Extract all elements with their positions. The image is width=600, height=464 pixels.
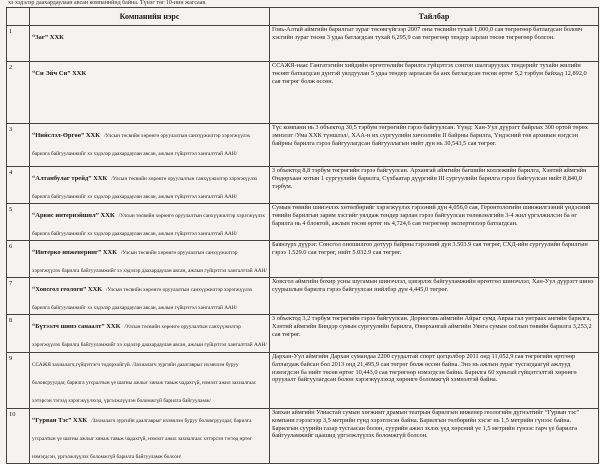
page-top-fragment: хэ хэдэлэр даахардаулаан авсан компанийнд байна. Түнэг төг 10-нин жагсаав.: [8, 0, 207, 6]
table-row: [7, 278, 599, 315]
row-number: 2: [7, 62, 30, 124]
description-cell: Ховсгол аймгийн бохир усны шугамын шинэчлэл, цэвэрлэх байгууламжийн өргөтгөл шинэчлэл, Хан-Уул дүүрэгт шинэ суурьшлын барилга гэрээ байгуулсан нийлбэр дүн 4,445,0 төгрөг.: [270, 278, 599, 315]
row-number: 9: [7, 353, 30, 409]
header-description: Тайлбар: [270, 8, 599, 26]
company-name: “Заг” ХХК: [32, 34, 64, 41]
company-cell: [30, 278, 270, 315]
table-row: [7, 62, 599, 124]
description-cell: Завхан аймгийн Улиастай сумын хөгжимт драмын театрын барилгын инженер геологийн дүгнэлтийг “Гурван тэс” компани гэрээгээр 3,5 метрийн гүнд хэрэглэсэн байна. Барилгын төлбөрийн хэсэг нь 1,5 метрийн гүнээс байна. Барилгын суурийн газар тусгаасан болон, суурийн ажил эхлэх үед хөрсний үе 1,5 метрийн гүнээс гарч үе барилга байгууламжийг цаашид үргэлжлүүлэх боломжгүй болсон.: [270, 409, 599, 464]
company-cell: [30, 241, 270, 278]
row-number: 1: [7, 26, 30, 62]
row-number: 7: [7, 278, 30, 315]
description-cell: 3 объектод 3,2 тэрбум төгрөгийн гэрээ байгуулсан. Дорноговь аймгийн Айраг сумд Авраа гал унтраах ангийн барилга, Хэнтий аймгийн Биндэр сумын сургуулийн барилга, Өвөрхангай аймгийн Уянга сумын соёлын төвийн барилга 3,253,2 сая төгрөг.: [270, 315, 599, 353]
company-cell: [30, 315, 270, 353]
description-cell: Говь-Алтай аймгийн барилгыг зураг төсөвгүйгээр 2007 оны төсвийн тухай 1,000,0 сая төгрөгөөр батлагдсан боловч хэсгийн зураг төсөв 3 удаа батлагдсан тухай 6,295,9 сая төгрөгөөр тендер зарлан төсөв төгрөгөөр болсон.: [270, 26, 599, 62]
header-company: Компанийн нэрс: [30, 8, 270, 26]
description-cell: ССАЖЯ-наас Гангатэгийн хийдийн өргөтгөлийн барилга гүйцэтгэх сонгон шалгаруулах тендерийг тухайн жилийн төсөвт батлагдсан дүнтэй уялдуулан 5 удаа тендер зарласан ба анх батлагдсан төсөв өртөг 5,2 тэрбум байхад 12,892,0 сая төгрөг болж өссөн.: [270, 62, 599, 124]
table-row: [7, 353, 599, 409]
row-number: 3: [7, 124, 30, 167]
table-row: [7, 409, 599, 464]
company-note: /Захиалагч зургийн даалгаврыг ихэвчлэн буруу боловсруулдаг, барилга угсралтын үе шатны ажлыг хянаж тавьж чадахгүй, нэмэлт ажил захиалгаас хэтэрсэн тэгээд өртөг нэмэгдсэн, үргэлжлүүлэх боломжгүй барилга байгууламж болсон/: [32, 418, 253, 460]
company-name: “Арвис интернэйшнл” ХХК: [32, 212, 115, 219]
description-cell: Дархан-Уул аймгийн Дархан сумандаа 2200 суудалтай спорт цогцолбор 2011 онд 11,052,9 сая төгрөгийн өртгөөр батлагдаж байсан бол 2013 онд 21,495,9 сая төгрөг болж өссөн байна. Энэ нь ажлын зураг тусгагдаагүй ажлууд нэмэгдсэн ба нийт төсөв өртөг 10,443,0 сая төгрөгөөр нэмэгдсэн байна. Барилга 60 хувьтай гүйцэтгэлтэй хөрөнгө оруулалт байгуулагдсан болон хэрэгжүүлэхэд хөрөнгө боломжгүй хэмнэлтэй байна.: [270, 353, 599, 409]
company-note: /Улсын төсвийн хөрөнгө оруулалтын санхүүжилтэр хэрэгжүүлэх барилга байгууламжийг хэ хэдэлэр даахардаулан авсан, ажлын гүйцэтгэл хангалттай ААН/: [32, 133, 251, 157]
company-note: /Улсын төсвийн хөрөнгө оруулалтын санхүүжилтэр хэрэгжүүлэх барилга байгууламжийг хэ хэдэлэр даахардаулан авсан, ажлын гүйцэтгэл хангалттай ААН/: [32, 213, 266, 237]
header-num: [7, 8, 30, 26]
company-name: “Интерко инженеринг” ХХК: [32, 249, 117, 256]
table-row: [7, 26, 599, 62]
row-number: 6: [7, 241, 30, 278]
table-row: [7, 204, 599, 241]
company-name: “Гурван Тэс” ХХК: [32, 417, 88, 424]
company-cell: [30, 124, 270, 167]
company-table: [6, 7, 599, 464]
row-number: 5: [7, 204, 30, 241]
company-cell: [30, 167, 270, 204]
description-cell: 3 объектод 8,8 тэрбум төгрөгийн гэрээ байгуулсан. Архангай аймгийн багшийн коллежийн барилга, Хэнтий аймгийн Өндөрхаан хотын 1 сургуулийн барилга, Сүхбаатар дүүргийн III сургуулийн барилга гэрээ байгуулсан нийт 8,840,0 тэрбум.: [270, 167, 599, 204]
company-cell: [30, 62, 270, 124]
row-number: 8: [7, 315, 30, 353]
row-number: 10: [7, 409, 30, 464]
company-name: “Ховсгол геологи” ХХК: [32, 286, 103, 293]
table-row: [7, 315, 599, 353]
description-cell: Түс компани нь 3 объектод 30,5 тэрбум төгрөгийн гэрээ байгуулсан. Үүнд: Хан-Уул дүүрэгт байрлах 300 ортой төрөх эмнэлэг /Ума ХХК түншлэл/, ХАА-н их сургуулийн хичээлийн II байрны барилга, Үндэсний төв архивын нэгдсэн байрны барилга гэрээ байгуулагдсан байгууллагын нийт дүн нь 30,543,5 сая төгрөг.: [270, 124, 599, 167]
company-name: “Нийслэл-Өргөө” ХХК: [32, 132, 100, 139]
company-note: /Улсын төсвийн хөрөнгө оруулалтын санхүүжилтэр хэрэгжүүлэх барилга байгууламжийг хэ хэдэлэр даахардаулан авсан, ажлын гүйцэтгэл хангалттай ААН/: [32, 324, 267, 348]
description-cell: Сумын төвийн шинэчлэх хөтөлбөрийг хэрэгжүүлэх гэрээний дүн 4,056,0 сая, Геронтологийн шинжилгээний үндэсний төвийн барилгын зарим хэсгийг уялдаж тендер зарлан гэрээ байгуулсан төлөвлөлгийн 3-4 жил үргэлжилсэн ба өг барилга нь 4 блоктой, ажлын төсөв өртөг нь 4,724,6 сая төгрөгөөр экспертизээр батлагдсан.: [270, 204, 599, 241]
table-row: [7, 167, 599, 204]
company-name: “Бүтээлч шинэ санаалт” ХХК: [32, 323, 121, 330]
table-row: [7, 241, 599, 278]
description-cell: Баянзүрх дүүрэг. Сонсгол оношилгоо дотуур байрны гэрээний дүн 3.503.9 сая төгрөг, СХД-ийн сургуулийн барилгын гэрээ 1.529.0 сая төгрөг, нийт 5.032.9 сая төгрөг.: [270, 241, 599, 278]
company-cell: [30, 204, 270, 241]
row-number: 4: [7, 167, 30, 204]
company-cell: [30, 409, 270, 464]
company-cell: [30, 26, 270, 62]
company-name: “Алтанбулаг трейд” ХХК: [32, 175, 108, 182]
company-name: “Си Эйч Си” ХХК: [32, 70, 87, 77]
table-header: [7, 8, 599, 26]
company-note: ССАЖЯ захиалагч,гүйцэтгэгч тодорхойгүй. /Захиалагч зургийн даалгаврыг ихэвчлэн буруу боловсруулдаг, барилга угсралтын үе шатны ажлыг хянаж тавьж чадахгүй, нэмэлт ажил захиалгаас хэтэрсэн тэгээд хэрэгжүүлэхэд, үргэлжлүүлэн боломжгүй барилга байгууламж/: [32, 362, 257, 404]
company-cell: [30, 353, 270, 409]
company-note: /Улсын төсвийн хөрөнгө оруулалтын санхүүжилтэр хэрэгжүүлэх барилга байгууламжийг хэ хэдэлэр даахардаулан авсан, ажлын гүйцэтгэл хангалттай ААН/: [32, 287, 253, 311]
table-row: [7, 124, 599, 167]
company-note: /Улсын төсвийн хөрөнгө оруулалтын санхүүжилтэр хэрэгжүүлэх барилга байгууламжийг хэ хэдэлэр даахардаулан авсан, ажлын гүйцэтгэл хангалттай ААН/: [32, 250, 267, 274]
company-note: /Улсын төсвийн хөрөнгө оруулалтын санхүүжилтэр хэрэгжүүлэх барилга байгууламжийг хэ хэдэлэр даахардаулан авсан, ажлын гүйцэтгэл хангалттай ААН/: [32, 176, 258, 200]
